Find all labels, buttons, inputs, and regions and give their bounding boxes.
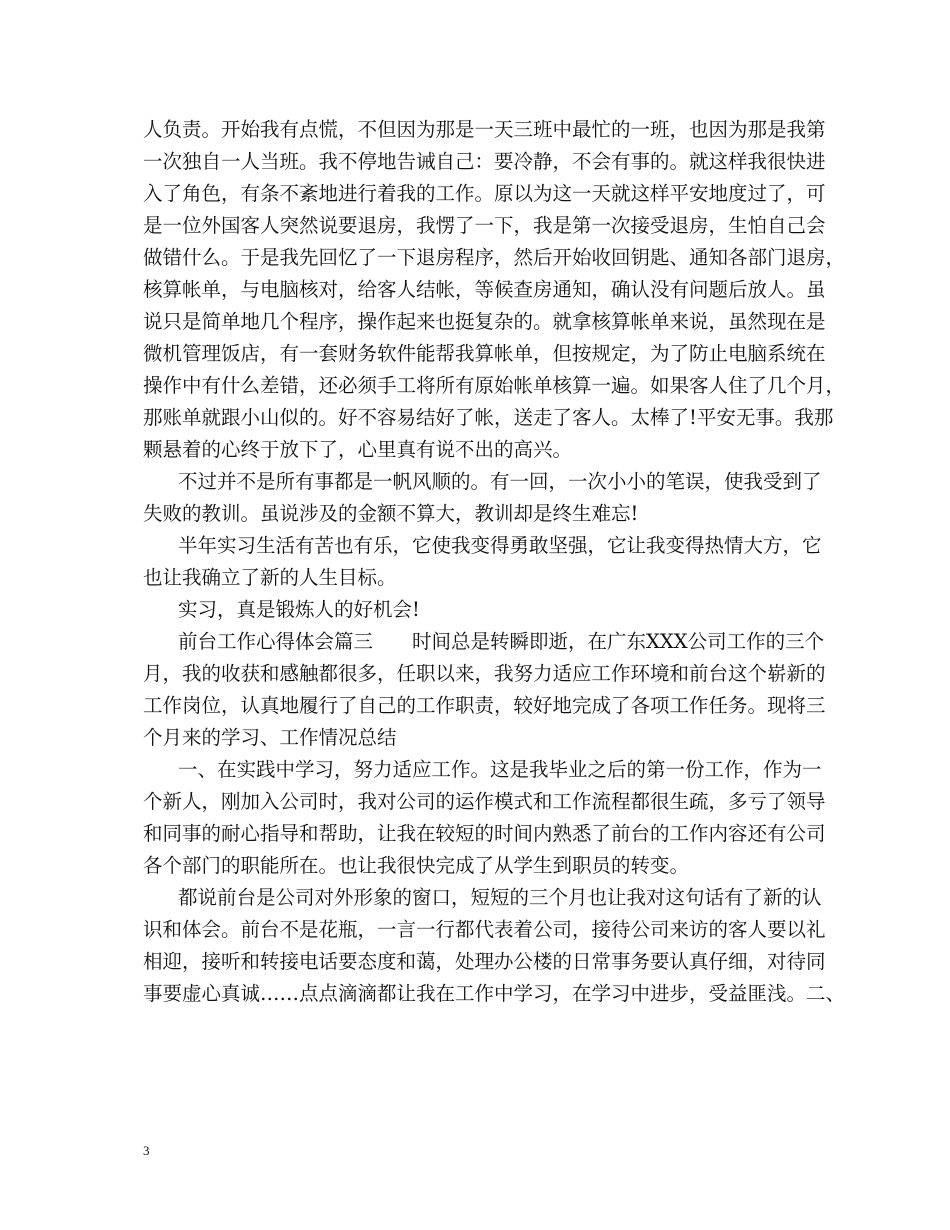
text-line: 说只是简单地几个程序，操作起来也挺复杂的。就拿核算帐单来说，虽然现在是 [143,310,826,333]
paragraph-start-line: 半年实习生活有苦也有乐，它使我变得勇敢坚强，它让我变得热情大方，它 [178,534,822,557]
paragraph-start-line: 都说前台是公司对外形象的窗口，短短的三个月也让我对这句话有了新的认 [178,886,822,909]
text-line: 个新人，刚加入公司时，我对公司的运作模式和工作流程都很生疏，多亏了领导 [143,790,826,813]
text-line: 颗悬着的心终于放下了，心里真有说不出的高兴。 [143,438,573,461]
text-line: 一次独自一人当班。我不停地告诫自己：要冷静，不会有事的。就这样我很快进 [143,150,826,173]
section-heading-line: 前台工作心得体会篇三 时间总是转瞬即逝，在广东XXX公司工作的三个 [178,630,825,653]
text-line: 那账单就跟小山似的。好不容易结好了帐，送走了客人。太棒了!平安无事。我那 [143,406,834,429]
text-line: 各个部门的职能所在。也让我很快完成了从学生到职员的转变。 [143,854,690,877]
text-line: 和同事的耐心指导和帮助，让我在较短的时间内熟悉了前台的工作内容还有公司 [143,822,826,845]
text-line: 做错什么。于是我先回忆了一下退房程序，然后开始收回钥匙、通知各部门退房， [143,246,846,269]
text-line: 失败的教训。虽说涉及的金额不算大，教训却是终生难忘! [143,502,639,525]
text-line: 事要虚心真诚……点点滴滴都让我在工作中学习，在学习中进步，受益匪浅。二、 [143,982,846,1005]
text-line: 核算帐单，与电脑核对，给客人结帐，等候查房通知，确认没有问题后放人。虽 [143,278,826,301]
paragraph-start-line: 不过并不是所有事都是一帆风顺的。有一回，一次小小的笔误，使我受到了 [178,470,822,493]
paragraph-start-line: 一、在实践中学习，努力适应工作。这是我毕业之后的第一份工作，作为一 [178,758,822,781]
text-line: 月，我的收获和感触都很多，任职以来，我努力适应工作环境和前台这个崭新的 [143,662,826,685]
text-line: 微机管理饭店，有一套财务软件能帮我算帐单，但按规定，为了防止电脑系统在 [143,342,826,365]
text-line: 人负责。开始我有点慌，不但因为那是一天三班中最忙的一班，也因为那是我第 [143,118,826,141]
text-line: 工作岗位，认真地履行了自己的工作职责，较好地完成了各项工作任务。现将三 [143,694,826,717]
text-line: 操作中有什么差错，还必须手工将所有原始帐单核算一遍。如果客人住了几个月， [143,374,846,397]
text-line: 个月来的学习、工作情况总结 [143,726,397,749]
text-line: 相迎，接听和转接电话要态度和蔼，处理办公楼的日常事务要认真仔细，对待同 [143,950,826,973]
text-line: 识和体会。前台不是花瓶，一言一行都代表着公司，接待公司来访的客人要以礼 [143,918,826,941]
paragraph-start-line: 实习，真是锻炼人的好机会! [178,598,420,621]
text-line: 是一位外国客人突然说要退房，我愣了一下，我是第一次接受退房，生怕自己会 [143,214,826,237]
text-line: 入了角色，有条不紊地进行着我的工作。原以为这一天就这样平安地度过了，可 [143,182,826,205]
text-line: 也让我确立了新的人生目标。 [143,566,397,589]
page-number: 3 [143,1143,150,1158]
